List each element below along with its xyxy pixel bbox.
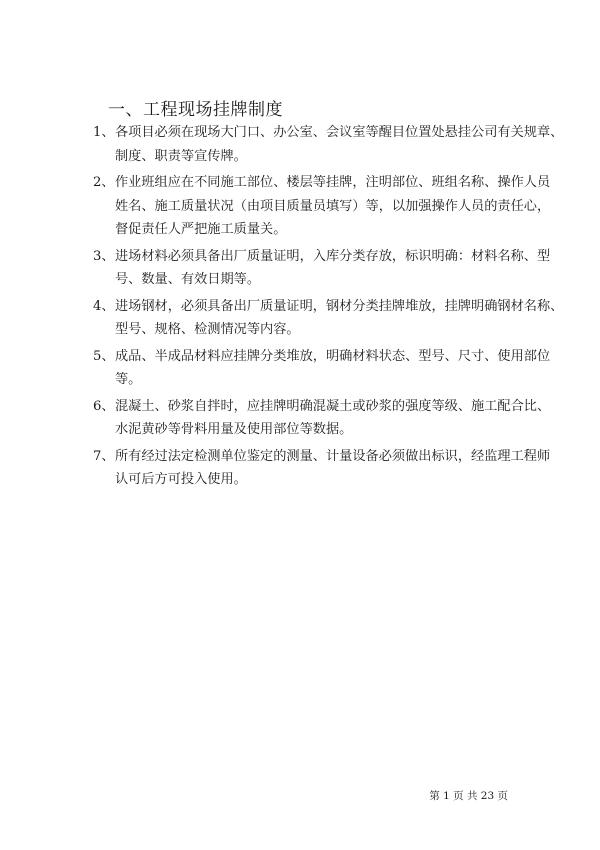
- item-line: 混凝土、砂浆自拌时，应挂牌明确混凝土或砂浆的强度等级、施工配合比、: [115, 398, 551, 414]
- list-item: [93, 171, 551, 242]
- item-number: 3、: [93, 248, 115, 264]
- item-text: [115, 345, 550, 392]
- page-number-footer: 第 1 页 共 23 页: [429, 790, 508, 802]
- item-line: 所有经过法定检测单位鉴定的测量、计量设备必须做出标识，经监理工程师: [115, 448, 551, 464]
- item-number: 2、: [93, 175, 115, 190]
- list-item: [93, 295, 564, 342]
- item-line: 认可后方可投入使用。: [115, 472, 247, 487]
- item-line: 督促责任人严把施工质量关。: [115, 222, 287, 237]
- item-text: [115, 121, 563, 168]
- item-number: 6、: [93, 398, 115, 414]
- item-text: [115, 445, 550, 492]
- list-item: [93, 121, 564, 168]
- item-text: [115, 171, 550, 242]
- rules-list: [93, 121, 564, 495]
- list-item: [93, 445, 551, 492]
- item-number: 7、: [93, 448, 115, 464]
- item-text: [115, 395, 550, 442]
- item-line: 各项目必须在现场大门口、办公室、会议室等醒目位置处悬挂公司有关规章、: [115, 125, 564, 140]
- item-number: 4、: [93, 298, 115, 314]
- item-text: [115, 295, 563, 342]
- list-item: [93, 245, 551, 292]
- item-line: 成品、半成品材料应挂牌分类堆放，明确材料状态、型号、尺寸、使用部位: [115, 348, 551, 364]
- section-heading: 一、工程现场挂牌制度: [108, 100, 283, 120]
- item-line: 等。: [115, 372, 142, 387]
- item-number: 1、: [93, 125, 115, 140]
- item-line: 进场钢材，必须具备出厂质量证明，钢材分类挂牌堆放，挂牌明确钢材名称、: [115, 298, 564, 314]
- item-line: 号、数量、有效日期等。: [115, 272, 261, 287]
- item-number: 5、: [93, 348, 115, 364]
- item-line: 制度、职责等宣传牌。: [115, 148, 247, 164]
- item-line: 姓名、施工质量状况（由项目质量员填写）等，以加强操作人员的责任心，: [115, 198, 551, 214]
- list-item: [93, 345, 551, 392]
- item-text: [115, 245, 550, 292]
- list-item: [93, 395, 551, 442]
- item-line: 进场材料必须具备出厂质量证明，入库分类存放，标识明确：材料名称、型: [115, 248, 551, 264]
- item-line: 型号、规格、检测情况等内容。: [115, 322, 300, 337]
- item-line: 水泥黄砂等骨料用量及使用部位等数据。: [115, 422, 353, 437]
- item-line: 作业班组应在不同施工部位、楼层等挂牌，注明部位、班组名称、操作人员: [115, 175, 551, 190]
